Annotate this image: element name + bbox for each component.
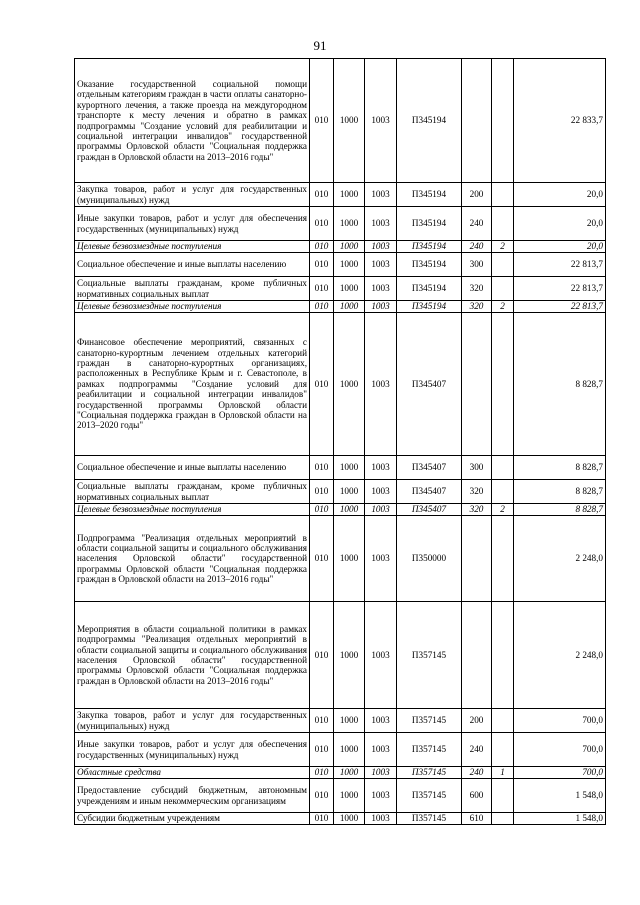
subsection-code: 1003	[365, 301, 397, 313]
target-article-code: П345194	[397, 207, 462, 241]
expense-type-code: 320	[462, 480, 492, 504]
amount: 22 813,7	[514, 277, 606, 301]
subsection-code: 1003	[365, 813, 397, 825]
target-article-code: П345194	[397, 277, 462, 301]
target-article-code: П345194	[397, 59, 462, 183]
expense-type-code: 320	[462, 277, 492, 301]
target-article-code: П345194	[397, 253, 462, 277]
target-article-code: П345407	[397, 313, 462, 456]
target-article-code: П357145	[397, 813, 462, 825]
row-name: Финансовое обеспечение мероприятий, связанных с санаторно-курортным лечением отдельных категорий граждан в санаторно-курортных организациях, расположенных в Республике Крым и г. Севастополе, в рамках подпрограммы "Создание условий для реабилитации и социальной интеграции инвалидов" государственной программы Орловской области "Социальная поддержка граждан в Орловской области на 2013–2020 годы"	[75, 313, 310, 456]
table-row	[75, 301, 606, 313]
row-name: Закупка товаров, работ и услуг для государственных (муниципальных) нужд	[75, 183, 310, 207]
funding-source-code	[492, 516, 514, 602]
target-article-code: П357145	[397, 733, 462, 767]
target-article-code: П345407	[397, 504, 462, 516]
ministry-code: 010	[310, 456, 334, 480]
amount: 700,0	[514, 733, 606, 767]
section-code: 1000	[334, 301, 365, 313]
expense-type-code: 240	[462, 207, 492, 241]
section-code: 1000	[334, 59, 365, 183]
section-code: 1000	[334, 504, 365, 516]
funding-source-code	[492, 709, 514, 733]
funding-source-code	[492, 277, 514, 301]
row-name: Закупка товаров, работ и услуг для государственных (муниципальных) нужд	[75, 709, 310, 733]
row-name: Областные средства	[75, 767, 310, 779]
funding-source-code	[492, 456, 514, 480]
expense-type-code: 320	[462, 504, 492, 516]
ministry-code: 010	[310, 253, 334, 277]
row-name: Оказание государственной социальной помощи отдельным категориям граждан в части оплаты санаторно-курортного лечения, а также проезда на междугородном транспорте к месту лечения и обратно в рамках подпрограммы "Создание условий для реабилитации и социальной интеграции инвалидов" государственной программы Орловской области "Социальная поддержка граждан в Орловской области на 2013–2016 годы"	[75, 59, 310, 183]
subsection-code: 1003	[365, 709, 397, 733]
expense-type-code	[462, 313, 492, 456]
amount: 1 548,0	[514, 779, 606, 813]
amount: 2 248,0	[514, 602, 606, 709]
amount: 2 248,0	[514, 516, 606, 602]
row-name: Предоставление субсидий бюджетным, автономным учреждениям и иным некоммерческим организациям	[75, 779, 310, 813]
subsection-code: 1003	[365, 733, 397, 767]
table-row	[75, 709, 606, 733]
amount: 1 548,0	[514, 813, 606, 825]
ministry-code: 010	[310, 733, 334, 767]
table-row	[75, 733, 606, 767]
ministry-code: 010	[310, 241, 334, 253]
section-code: 1000	[334, 779, 365, 813]
subsection-code: 1003	[365, 59, 397, 183]
subsection-code: 1003	[365, 313, 397, 456]
funding-source-code: 2	[492, 241, 514, 253]
row-name: Социальные выплаты гражданам, кроме публичных нормативных социальных выплат	[75, 277, 310, 301]
section-code: 1000	[334, 241, 365, 253]
ministry-code: 010	[310, 207, 334, 241]
amount: 700,0	[514, 767, 606, 779]
subsection-code: 1003	[365, 207, 397, 241]
section-code: 1000	[334, 253, 365, 277]
row-name: Иные закупки товаров, работ и услуг для обеспечения государственных (муниципальных) нужд	[75, 207, 310, 241]
subsection-code: 1003	[365, 183, 397, 207]
section-code: 1000	[334, 733, 365, 767]
expense-type-code	[462, 59, 492, 183]
table-row	[75, 207, 606, 241]
table-row	[75, 779, 606, 813]
table-row	[75, 602, 606, 709]
row-name: Социальное обеспечение и иные выплаты населению	[75, 253, 310, 277]
amount: 8 828,7	[514, 313, 606, 456]
row-name: Мероприятия в области социальной политики в рамках подпрограммы "Реализация отдельных мероприятий в области социальной защиты и социального обслуживания населения Орловской области" государственной программы Орловской области "Социальная поддержка граждан в Орловской области на 2013–2016 годы"	[75, 602, 310, 709]
table-row	[75, 504, 606, 516]
funding-source-code	[492, 207, 514, 241]
funding-source-code	[492, 779, 514, 813]
section-code: 1000	[334, 813, 365, 825]
amount: 700,0	[514, 709, 606, 733]
ministry-code: 010	[310, 480, 334, 504]
section-code: 1000	[334, 313, 365, 456]
row-name: Целевые безвозмездные поступления	[75, 301, 310, 313]
target-article-code: П345407	[397, 456, 462, 480]
expense-type-code: 600	[462, 779, 492, 813]
expense-type-code: 320	[462, 301, 492, 313]
row-name: Социальные выплаты гражданам, кроме публичных нормативных социальных выплат	[75, 480, 310, 504]
section-code: 1000	[334, 480, 365, 504]
amount: 22 833,7	[514, 59, 606, 183]
target-article-code: П357145	[397, 709, 462, 733]
funding-source-code: 2	[492, 301, 514, 313]
ministry-code: 010	[310, 183, 334, 207]
row-name: Целевые безвозмездные поступления	[75, 241, 310, 253]
subsection-code: 1003	[365, 767, 397, 779]
expense-type-code: 300	[462, 456, 492, 480]
table-row	[75, 253, 606, 277]
ministry-code: 010	[310, 813, 334, 825]
subsection-code: 1003	[365, 480, 397, 504]
ministry-code: 010	[310, 59, 334, 183]
expense-type-code: 200	[462, 709, 492, 733]
subsection-code: 1003	[365, 602, 397, 709]
ministry-code: 010	[310, 779, 334, 813]
expense-type-code	[462, 602, 492, 709]
funding-source-code	[492, 59, 514, 183]
table-row	[75, 767, 606, 779]
funding-source-code: 1	[492, 767, 514, 779]
subsection-code: 1003	[365, 253, 397, 277]
subsection-code: 1003	[365, 241, 397, 253]
table-row	[75, 313, 606, 456]
row-name: Целевые безвозмездные поступления	[75, 504, 310, 516]
ministry-code: 010	[310, 504, 334, 516]
expense-type-code: 240	[462, 241, 492, 253]
row-name: Иные закупки товаров, работ и услуг для обеспечения государственных (муниципальных) нужд	[75, 733, 310, 767]
subsection-code: 1003	[365, 456, 397, 480]
target-article-code: П357145	[397, 602, 462, 709]
section-code: 1000	[334, 516, 365, 602]
section-code: 1000	[334, 277, 365, 301]
funding-source-code	[492, 183, 514, 207]
section-code: 1000	[334, 602, 365, 709]
amount: 22 813,7	[514, 253, 606, 277]
table-row	[75, 183, 606, 207]
target-article-code: П350000	[397, 516, 462, 602]
amount: 8 828,7	[514, 456, 606, 480]
table-row	[75, 241, 606, 253]
page-number: 91	[313, 38, 327, 53]
ministry-code: 010	[310, 277, 334, 301]
budget-table	[74, 58, 606, 825]
amount: 8 828,7	[514, 480, 606, 504]
table-row	[75, 456, 606, 480]
row-name: Подпрограмма "Реализация отдельных мероприятий в области социальной защиты и социального обслуживания населения Орловской области" государственной программы Орловской области "Социальная поддержка граждан в Орловской области на 2013–2016 годы"	[75, 516, 310, 602]
ministry-code: 010	[310, 313, 334, 456]
expense-type-code: 300	[462, 253, 492, 277]
amount: 8 828,7	[514, 504, 606, 516]
table-row	[75, 59, 606, 183]
row-name: Субсидии бюджетным учреждениям	[75, 813, 310, 825]
target-article-code: П345194	[397, 241, 462, 253]
funding-source-code	[492, 313, 514, 456]
ministry-code: 010	[310, 709, 334, 733]
funding-source-code	[492, 813, 514, 825]
table-row	[75, 813, 606, 825]
subsection-code: 1003	[365, 779, 397, 813]
funding-source-code	[492, 480, 514, 504]
expense-type-code: 240	[462, 767, 492, 779]
row-name: Социальное обеспечение и иные выплаты населению	[75, 456, 310, 480]
section-code: 1000	[334, 709, 365, 733]
target-article-code: П345194	[397, 183, 462, 207]
amount: 20,0	[514, 241, 606, 253]
section-code: 1000	[334, 207, 365, 241]
ministry-code: 010	[310, 767, 334, 779]
amount: 22 813,7	[514, 301, 606, 313]
target-article-code: П345194	[397, 301, 462, 313]
ministry-code: 010	[310, 516, 334, 602]
expense-type-code: 200	[462, 183, 492, 207]
funding-source-code	[492, 602, 514, 709]
ministry-code: 010	[310, 301, 334, 313]
amount: 20,0	[514, 207, 606, 241]
amount: 20,0	[514, 183, 606, 207]
section-code: 1000	[334, 456, 365, 480]
expense-type-code: 240	[462, 733, 492, 767]
subsection-code: 1003	[365, 516, 397, 602]
section-code: 1000	[334, 183, 365, 207]
subsection-code: 1003	[365, 277, 397, 301]
table-row	[75, 277, 606, 301]
section-code: 1000	[334, 767, 365, 779]
expense-type-code	[462, 516, 492, 602]
target-article-code: П345407	[397, 480, 462, 504]
table-row	[75, 480, 606, 504]
funding-source-code	[492, 733, 514, 767]
budget-table-body	[75, 59, 606, 825]
funding-source-code	[492, 253, 514, 277]
funding-source-code: 2	[492, 504, 514, 516]
subsection-code: 1003	[365, 504, 397, 516]
table-row	[75, 516, 606, 602]
target-article-code: П357145	[397, 779, 462, 813]
ministry-code: 010	[310, 602, 334, 709]
expense-type-code: 610	[462, 813, 492, 825]
target-article-code: П357145	[397, 767, 462, 779]
